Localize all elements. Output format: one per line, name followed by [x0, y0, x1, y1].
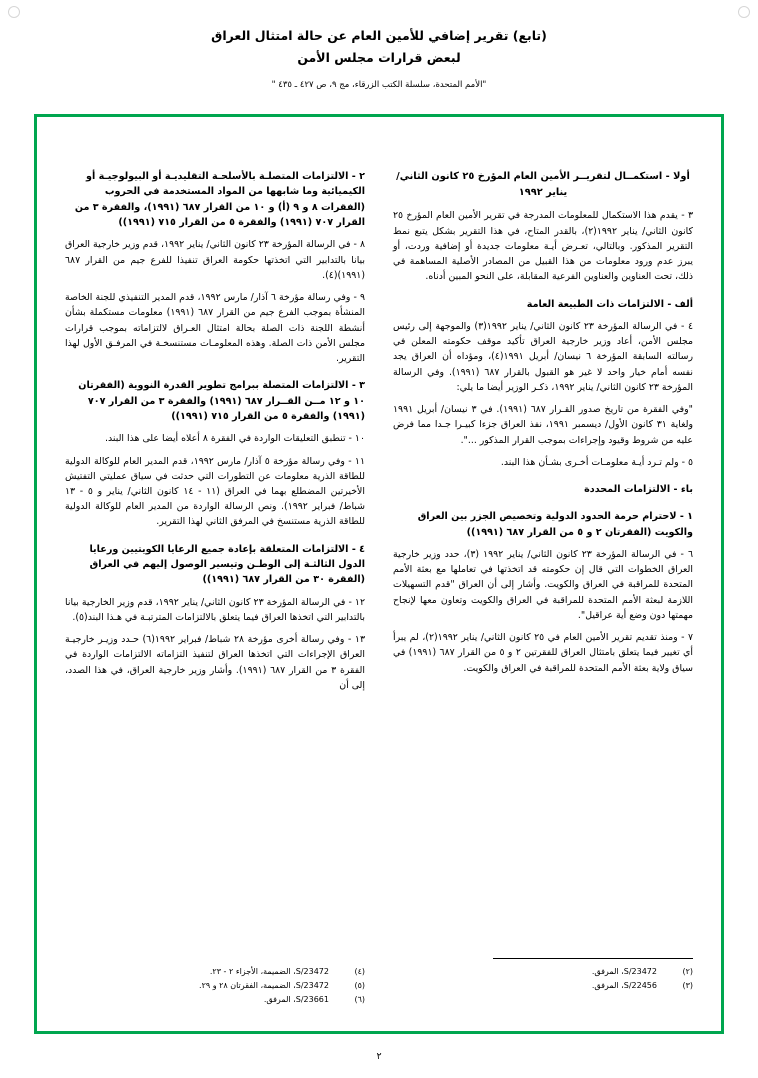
paragraph-5: ٥ - ولم تـرد أيـة معلومـات أخـرى بشـأن هذا البند.: [500, 456, 693, 468]
page-subtitle: لبعض قرارات مجلس الأمن: [297, 50, 461, 65]
paragraph-4-quote: "وفي الفقرة من تاريخ صدور القـرار ٦٨٧ (١٩٩١). في ٣ نيسان/ أبريل ١٩٩١ ولغاية ٣١ كانون الأول/ ديسمبر ١٩٩١، نفذ العراق جزءا كبيـرا جـدا مما فرض عليه من شروط وقيود وإجراءات بموجب القرار المذكور ...".: [393, 404, 693, 446]
section-heading-one: أولا - استكمــال لتقريــر الأمين العام المؤرخ ٢٥ كانون الثاني/ يناير ١٩٩٢: [396, 171, 690, 198]
page-number: ٢: [376, 1051, 382, 1062]
paragraph-9: ٩ - وفي رسالة مؤرخة ٦ آذار/ مارس ١٩٩٢، قدم المدير التنفيذي للجنة الخاصة المنشأة بموجب الفرع جيم من القرار ٦٨٧ (١٩٩١) معلومات مستكملة بشأن أنشطة اللجنة ذات الصلة بحالة امتثال العـراق لالتزاماته بموجب قرارات مجلس الأمن ذات الصلة. وهذه المعلومـات مستنسخـة في المرفـق الأول لهذا التقرير.: [65, 292, 365, 365]
source-citation: "الأمم المتحدة، سلسلة الكتب الزرقاء، مج ٩، ص ٤٢٧ ـ ٤٣٥ ": [271, 80, 487, 90]
paragraph-10: ١٠ - تنطبق التعليقات الواردة في الفقرة ٨ أعلاه أيضا على هذا البند.: [105, 433, 365, 445]
footnote-item: [393, 965, 693, 979]
footnote-item: [65, 965, 365, 979]
obligation-item-2-heading: ٢ - الالتزامات المتصلـة بالأسلحـة التقليديـة أو البيولوجيـة أو الكيميائية وما شابهها من المواد المستخدمة في الحروب (الفقرات ٨ و ٩ (أ) و ١٠ من القرار ٦٨٧ (١٩٩١)، والفقرة ٣ من القرار ٧٠٧ (١٩٩١) والفقرة ٥ من القرار ٧١٥ (١٩٩١)): [74, 171, 365, 229]
footnote-text: S/23661، المرفق.: [263, 995, 329, 1004]
document-header: [0, 0, 758, 90]
paragraph-4: ٤ - في الرسالة المؤرخة ٢٣ كانون الثاني/ يناير ١٩٩٢(٣) والموجهة إلى رئيس مجلس الأمن، أعاد وزير خارجية العراق تأكيد موقف حكومته المعلن في رسالته السابقة المؤرخة ٦ نيسان/ أبريل ١٩٩١(٤)، ومؤداه أن العراق يجد نفسه أمام خيار واحد لا غير هو القبول بالقرار ٦٨٧ (١٩٩١). وفي الرسالة المؤرخة ٢٣ كانون الثاني/ يناير ١٩٩٢، ذكـر الوزير أيضا ما يلي:: [393, 320, 694, 393]
obligation-item-1-heading: ١ - لاحترام حرمة الحدود الدولية وتخصيص الجزر بين العراق والكويت (الفقرتان ٢ و ٥ من القرار ٦٨٧ (١٩٩١)): [417, 511, 693, 538]
footnote-separator: [493, 958, 693, 959]
subsection-heading-alef: ألف - الالتزامات ذات الطبيعة العامة: [526, 298, 693, 310]
content-frame: [34, 114, 724, 1034]
footnotes-left: [65, 965, 365, 1007]
subsection-heading-baa: باء - الالتزامات المحددة: [584, 483, 693, 495]
text-columns: [65, 169, 693, 911]
footnote-marker: (٣): [682, 981, 693, 990]
column-right: [393, 169, 693, 911]
footnotes-right: [393, 965, 693, 1007]
paragraph-11: ١١ - وفي رسالة مؤرخة ٥ آذار/ مارس ١٩٩٢، قدم المدير العام للوكالة الدولية للطاقة الذرية معلومات عن التطورات التي حدثت في سياق عمليتي التفتيش الأخيرتين المضطلع بهما في العراق (١١ - ١٤ كانون الثاني/ يناير و ٥ - ١٣ شباط/ فبراير ١٩٩٢). ونص الرسالة الواردة من المدير العام للوكالة الدولية للطاقة الذرية مستنسخ في المرفق الثاني لهذا التقرير.: [65, 455, 366, 528]
footnote-text: S/23472، الضميمة، الفقرتان ٢٨ و ٢٩.: [199, 981, 329, 990]
paragraph-13: ١٣ - وفي رسالة أخرى مؤرخة ٢٨ شباط/ فبراير ١٩٩٢(٦) حـدد وزيـر خارجيـة العراق الإجراءات التي اتخذها العراق لتنفيذ التزاماته الالتزامات الواردة في الفقرة ٣ من القرار ٦٨٧ (١٩٩١). وأشار وزير خارجية العراق، في هذا الصدد، إلى أن: [65, 634, 366, 691]
registration-mark-top-left: [8, 6, 20, 18]
page-title: (تابع) تقرير إضافي للأمين العام عن حالة امتثال العراق: [211, 28, 547, 43]
footnote-item: [65, 979, 365, 993]
column-left: [65, 169, 365, 911]
registration-mark-top-right: [738, 6, 750, 18]
footnotes-area: [65, 958, 693, 1007]
footnote-text: S/22456، المرفق.: [591, 981, 657, 990]
footnote-marker: (٢): [682, 967, 693, 976]
paragraph-12: ١٢ - في الرسالة المؤرخة ٢٣ كانون الثاني/ يناير ١٩٩٢، قدم وزير الخارجية بيانا بالتدابير التي اتخذها العراق فيما يتعلق بالالتزامات المترتبـة في هـذا البند(٥).: [65, 596, 365, 623]
paragraph-8: ٨ - في الرسالة المؤرخة ٢٣ كانون الثاني/ يناير ١٩٩٢، قدم وزير خارجية العراق بيانا بالتدابير التي اتخذتها حكومة العراق تنفيذا للفرع جيم من القرار ٦٨٧ (١٩٩١)(٤).: [65, 239, 365, 281]
footnote-marker: (٦): [354, 995, 365, 1004]
footnote-item: [393, 979, 693, 993]
footnote-text: S/23472، المرفق.: [591, 967, 657, 976]
footnote-marker: (٤): [354, 967, 365, 976]
footnote-marker: (٥): [354, 981, 365, 990]
paragraph-7: ٧ - ومنذ تقديم تقرير الأمين العام في ٢٥ كانون الثاني/ يناير ١٩٩٢(٢)، لم يبرأ أي تغيير فيما يتعلق بامتثال العراق للفقرتين ٢ و ٥ من القرار ٦٨٧ (١٩٩١) في سياق ولاية بعثة الأمم المتحدة للمراقبة في العراق والكويت.: [393, 632, 694, 674]
obligation-item-3-heading: ٣ - الالتزامات المتصلة ببرامج تطوير القدرة النووية (الفقرتان ١٠ و ١٢ مــن القــرار ٦٨٧ (١٩٩١) والفقرة ٣ من القرار ٧٠٧ (١٩٩١) والفقرة ٥ من القرار ٧١٥ (١٩٩١)): [78, 380, 365, 422]
paragraph-6: ٦ - في الرسالة المؤرخة ٢٣ كانون الثاني/ يناير ١٩٩٢ (٣)، حدد وزير خارجية العراق الخطوات التي قال إن حكومته قد اتخذتها في تعاملها مع بعثة الأمم المتحدة للمراقبة في العراق والكويت. وأشار إلى أن العراق "قدم التسهيلات اللازمة لبعثة الأمم المتحدة للمراقبة في العراق والكويت وتعاون معها لإنجاح مهمتها دون وضع أية عراقيل".: [393, 549, 693, 621]
paragraph-3: ٣ - يقدم هذا الاستكمال للمعلومات المدرجة في تقرير الأمين العام المؤرخ ٢٥ كانون الثاني/ يناير ١٩٩٢(٢)، بالقدر المتاح، في هذا التقرير بشكل يتبع نمط التقرير المذكور. وبالتالي، تعـرض أيـة معلومات جديدة أو إضافية وردت، أو يبرز عدم ورود معلومات من هذا القبيل من المصادر الأصلية المساهمة في ذلك، تحت العناوين والعناوين الفرعية المقابلة، على النحو المبين أدناه.: [393, 210, 693, 283]
footnote-text: S/23472، الضميمة، الأجزاء ٢ - ٢٣.: [209, 967, 329, 976]
footnote-item: [65, 993, 365, 1007]
obligation-item-4-heading: ٤ - الالتزامات المتعلقة بإعادة جميع الرعايا الكويتيين ورعايا الدول الثالثـة إلى الوطـن وتيسير الوصول إليهم في العراق (الفقرة ٣٠ من القرار ٦٨٧ (١٩٩١)): [89, 543, 365, 586]
